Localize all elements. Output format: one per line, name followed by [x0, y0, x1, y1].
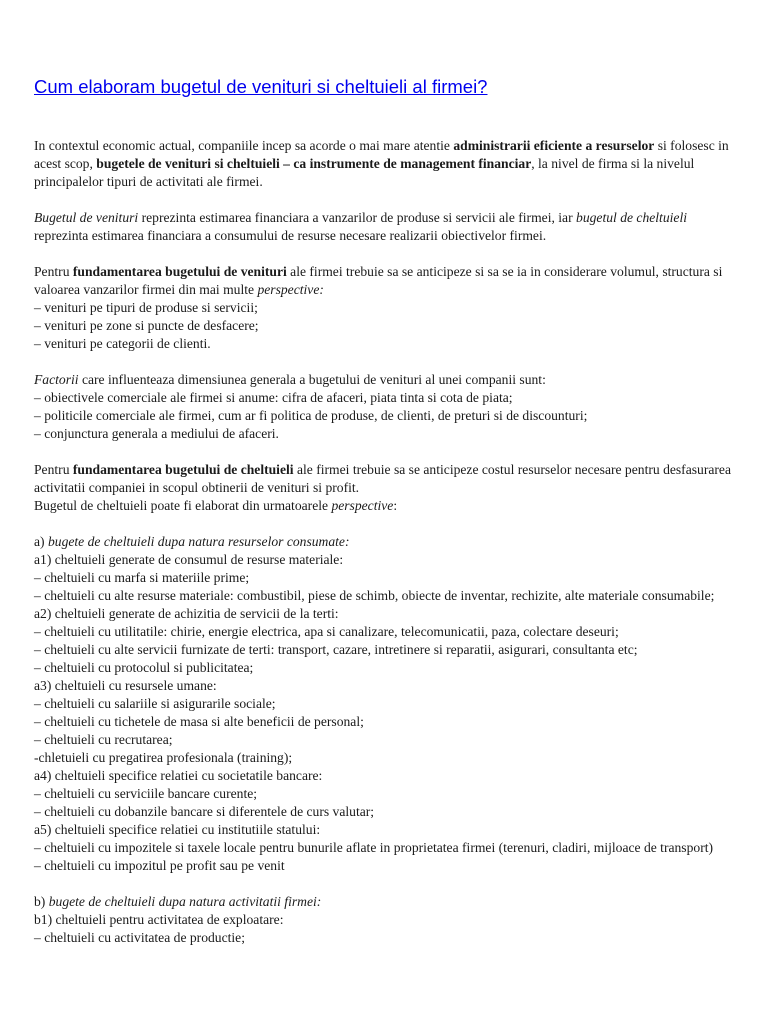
section-b	[34, 893, 740, 947]
expenses-bold: fundamentarea bugetului de cheltuieli	[72, 462, 294, 477]
expenses-text-3: Bugetul de cheltuieli poate fi elaborat din urmatoarele	[34, 498, 332, 513]
document-page	[34, 70, 740, 965]
list-item: – cheltuieli cu activitatea de productie;	[34, 930, 245, 945]
revenue-bold: fundamentarea bugetului de venituri	[72, 264, 287, 279]
list-item: a2) cheltuieli generate de achizitia de servicii de la terti:	[34, 606, 339, 621]
list-item: – cheltuieli cu impozitul pe profit sau pe venit	[34, 858, 285, 873]
list-item: – cheltuieli cu tichetele de masa si alte beneficii de personal;	[34, 714, 364, 729]
list-item: – venituri pe zone si puncte de desfacere;	[34, 318, 259, 333]
intro-text-2: si folosesc in acest scop,	[34, 138, 729, 171]
list-item: – cheltuieli cu impozitele si taxele locale pentru bunurile aflate in proprietatea firmei (terenuri, cladiri, mijloace de transport)	[34, 840, 714, 855]
expenses-perspectives-line	[34, 497, 740, 515]
list-item: b1) cheltuieli pentru activitatea de exploatare:	[34, 912, 284, 927]
intro-bold-2: bugetele de venituri si cheltuieli – ca instrumente de management financiar	[96, 156, 532, 171]
intro-text-3: , la nivel de firma si la nivelul principalelor tipuri de activitati ale firmei.	[34, 156, 695, 189]
definition-text-2: reprezinta estimarea financiara a consumului de resurse necesare realizarii obiectivelor firmei.	[34, 228, 547, 243]
list-item: -chletuieli cu pregatirea profesionala (training);	[34, 750, 293, 765]
list-item: – cheltuieli cu protocolul si publicitatea;	[34, 660, 254, 675]
list-item: – cheltuieli cu serviciile bancare curente;	[34, 786, 258, 801]
factors-paragraph	[34, 371, 740, 443]
section-b-prefix: b)	[34, 894, 49, 909]
list-item: – venituri pe categorii de clienti.	[34, 336, 211, 351]
revenue-paragraph	[34, 263, 740, 353]
article-title[interactable]	[34, 75, 740, 99]
list-item: – cheltuieli cu marfa si materiile prime;	[34, 570, 250, 585]
list-item: – cheltuieli cu dobanzile bancare si diferentele de curs valutar;	[34, 804, 375, 819]
intro-text-1: In contextul economic actual, companiile incep sa acorde o mai mare atentie	[34, 138, 454, 153]
list-item: a5) cheltuieli specifice relatiei cu institutiile statului:	[34, 822, 321, 837]
list-item: – cheltuieli cu recrutarea;	[34, 732, 173, 747]
definition-text-1: reprezinta estimarea financiara a vanzarilor de produse si servicii ale firmei, iar	[138, 210, 577, 225]
list-item: – cheltuieli cu salariile si asigurarile sociale;	[34, 696, 276, 711]
section-a-title: bugete de cheltuieli dupa natura resurselor consumate:	[47, 534, 350, 549]
list-item: – conjunctura generala a mediului de afaceri.	[34, 426, 279, 441]
expenses-colon: :	[393, 498, 398, 513]
section-a	[34, 533, 740, 875]
definitions-paragraph	[34, 209, 740, 245]
revenue-text-2: ale firmei trebuie sa se anticipeze si sa se ia in considerare volumul, structura si valoarea vanzarilor firmei din mai multe	[34, 264, 723, 297]
section-b-title: bugete de cheltuieli dupa natura activitatii firmei:	[48, 894, 322, 909]
definition-revenue-term: Bugetul de venituri	[34, 210, 139, 225]
list-item: – venituri pe tipuri de produse si servicii;	[34, 300, 258, 315]
expenses-perspectives: perspective	[331, 498, 394, 513]
factors-term: Factorii	[34, 372, 79, 387]
revenue-text-1: Pentru	[34, 264, 73, 279]
list-item: – cheltuieli cu alte resurse materiale: combustibil, piese de schimb, obiecte de inventar, rechizite, alte materiale consumabile;	[34, 588, 715, 603]
list-item: a4) cheltuieli specifice relatiei cu societatile bancare:	[34, 768, 323, 783]
article-title-link[interactable]: Cum elaboram bugetul de venituri si cheltuieli al firmei?	[34, 76, 488, 97]
section-a-heading	[34, 533, 740, 551]
revenue-perspectives: perspective:	[257, 282, 324, 297]
list-item: – cheltuieli cu alte servicii furnizate de terti: transport, cazare, intretinere si reparatii, asigurari, consultanta etc;	[34, 642, 638, 657]
expenses-text-1: Pentru	[34, 462, 73, 477]
factors-text: care influenteaza dimensiunea generala a bugetului de venituri al unei companii sunt:	[78, 372, 546, 387]
intro-bold-1: administrarii eficiente a resurselor	[453, 138, 655, 153]
list-item: – politicile comerciale ale firmei, cum ar fi politica de produse, de clienti, de preturi si de discounturi;	[34, 408, 588, 423]
intro-paragraph	[34, 137, 740, 191]
expenses-paragraph	[34, 461, 740, 515]
list-item: – cheltuieli cu utilitatile: chirie, energie electrica, apa si canalizare, telecomunicatii, paza, colectare deseuri;	[34, 624, 619, 639]
expenses-text-2: ale firmei trebuie sa se anticipeze costul resurselor necesare pentru desfasurarea activitatii companiei in scopul obtinerii de venituri si profit.	[34, 462, 731, 495]
definition-expense-term: bugetul de cheltuieli	[576, 210, 687, 225]
list-item: a3) cheltuieli cu resursele umane:	[34, 678, 217, 693]
list-item: a1) cheltuieli generate de consumul de resurse materiale:	[34, 552, 344, 567]
list-item: – obiectivele comerciale ale firmei si anume: cifra de afaceri, piata tinta si cota de piata;	[34, 390, 513, 405]
section-a-prefix: a)	[34, 534, 48, 549]
section-b-heading	[34, 893, 740, 911]
